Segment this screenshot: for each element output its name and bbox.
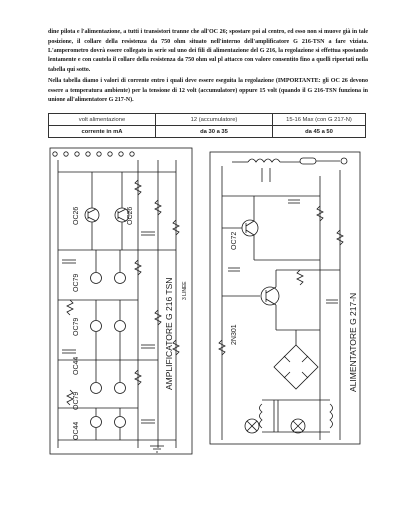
table-cell: da 30 a 35 — [156, 126, 273, 138]
filter-coil — [232, 159, 300, 182]
transistor-stage-driver — [91, 250, 126, 360]
transistor-label: OC79 — [73, 273, 80, 292]
amplifier-schematic — [50, 148, 192, 454]
fuse — [300, 158, 347, 164]
table-cell: da 45 a 50 — [273, 126, 366, 138]
capacitors — [228, 200, 338, 303]
transistor-label: OC44 — [73, 356, 80, 375]
amplifier-title: AMPLIFICATORE G 216 TSN — [164, 277, 174, 390]
body-paragraph-table-intro: Nella tabella diamo i valori di corrente entro i quali deve essere eseguita la regolazione (IMPORTANTE: gli OC 26 devono essere a temperatura ambiente) per la tensione di 12 volt (accumulatore) oppure 15 volt (quando il G 216-TSN funziona in unione all'alimentatore G 217-N). — [48, 78, 368, 103]
power-supply-title: ALIMENTATORE G 217-N — [348, 292, 358, 392]
transistor-label: OC79 — [73, 391, 80, 410]
table-cell: 12 (accumulatore) — [156, 114, 273, 126]
pilot-lamps — [245, 419, 305, 433]
transistor-label: OC26 — [73, 206, 80, 225]
bridge-rectifier — [274, 330, 318, 389]
table-cell: 15-16 Max (con G 217-N) — [273, 114, 366, 126]
mains-transformer — [260, 400, 333, 432]
table-cell: corrente in mA — [49, 126, 156, 138]
2n301-transistor — [222, 270, 279, 330]
power-supply-schematic — [210, 152, 360, 444]
resistors — [67, 180, 179, 405]
transistor-label: OC26 — [127, 206, 134, 225]
transistor-label: 2N301 — [231, 324, 238, 345]
amplifier-subtitle: 3 LINEE — [182, 281, 188, 300]
ground-symbols — [150, 446, 164, 452]
transistor-label: OC72 — [231, 231, 238, 250]
transistor-label: OC79 — [73, 317, 80, 336]
transistor-stage-input — [91, 360, 126, 440]
transistor-stage-output — [85, 172, 129, 250]
top-connector — [53, 152, 134, 156]
body-paragraph: dine pilota e l'alimentazione, a tutti i transistori tranne che all'OC 26; spostare poi al centro, ed esso non si muove già in tale posizione, il collare della resistenza da 750 ohm situato nell'interno dell'amplificatore G 216-TSN a fare viziata. L'amperometro dovrà essere collegato in serie sul uno dei fili di alimentazione del G 216, la regolazione si effettua spostando lentamente e con cautela il collare della resistenza da 750 ohm sul pl attacco con valore consentito fino a quelli riportati nella tabella qui sotto. — [48, 29, 368, 73]
table-cell: volt alimentazione — [49, 114, 156, 126]
transistor-label: OC44 — [73, 421, 80, 440]
oc72-transistor — [222, 196, 258, 260]
